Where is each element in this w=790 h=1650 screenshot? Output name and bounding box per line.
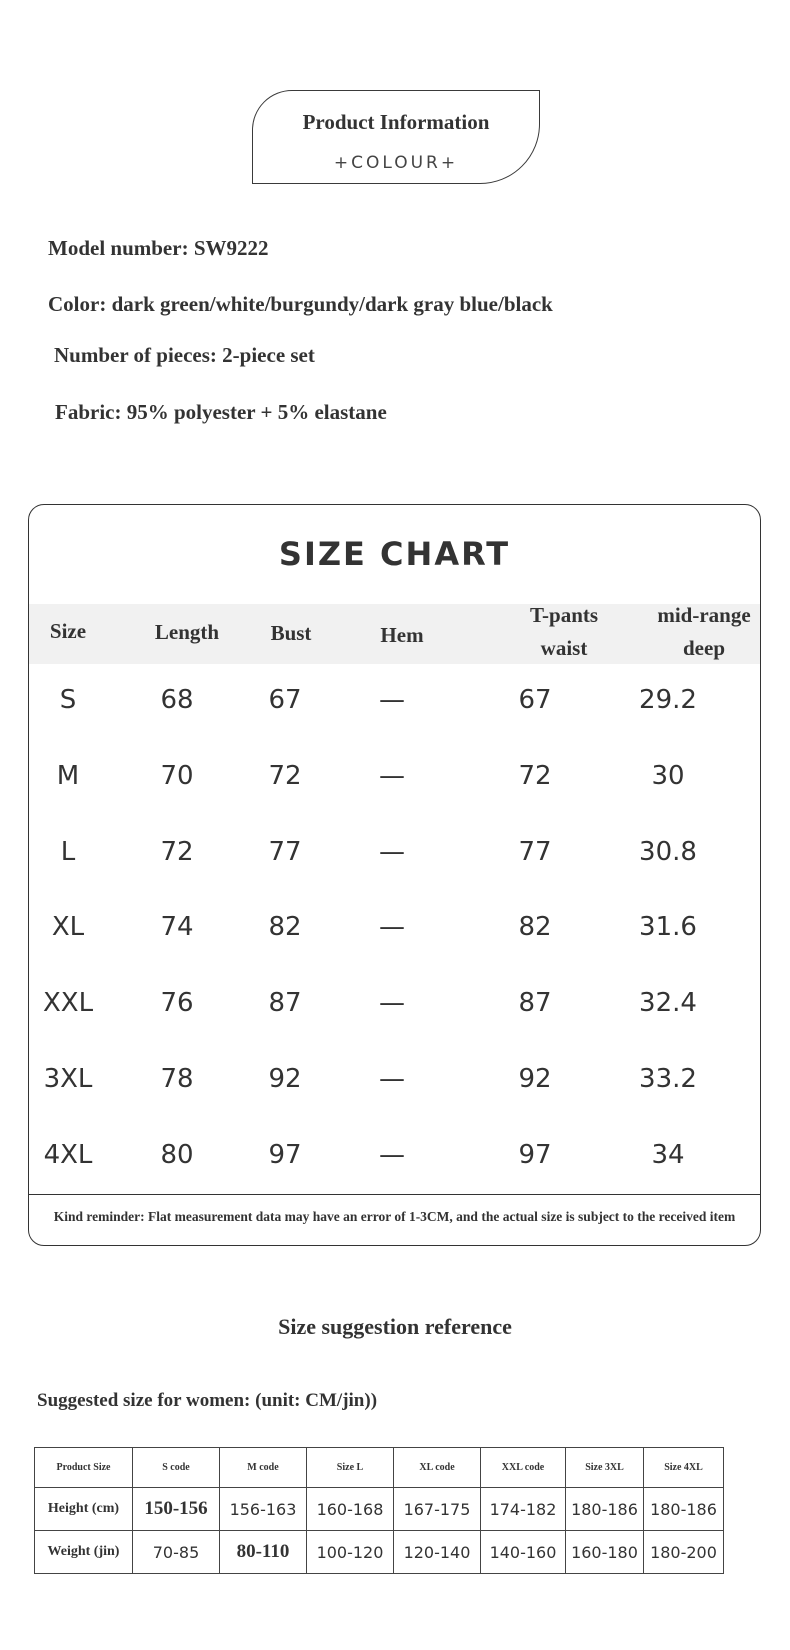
size-chart-cell-length: 74	[160, 912, 194, 943]
size-chart-cell-tpants-waist: 97	[518, 1139, 552, 1170]
ref-cell: 120-140	[394, 1531, 481, 1574]
size-chart-cell-bust: 82	[268, 912, 302, 943]
header-size: Size	[49, 619, 87, 643]
size-chart-cell-size: M	[56, 760, 80, 791]
size-chart-cell-midrange-deep: 34	[651, 1139, 685, 1170]
size-chart-cell-length: 70	[160, 760, 194, 791]
size-chart-cell-tpants-waist: 77	[518, 836, 552, 867]
ref-row-label: Height (cm)	[35, 1488, 133, 1531]
size-chart-cell-hem: —	[379, 912, 405, 943]
size-chart-cell-size: 3XL	[43, 1064, 93, 1094]
size-chart-cell-hem: —	[379, 1139, 405, 1170]
ref-cell: 180-186	[644, 1488, 724, 1531]
header-midrange-line: mid-range	[657, 603, 751, 627]
ref-cell: 160-180	[566, 1531, 644, 1574]
ref-cell: 180-200	[644, 1531, 724, 1574]
header-length: Length	[154, 620, 220, 644]
size-chart-title: SIZE CHART	[278, 535, 511, 573]
ref-cell: 160-168	[307, 1488, 394, 1531]
ref-cell: 150-156	[133, 1488, 220, 1531]
ref-cell: 180-186	[566, 1488, 644, 1531]
ref-cell: 100-120	[307, 1531, 394, 1574]
size-chart-card	[28, 504, 761, 1246]
reference-weight-row	[35, 1531, 724, 1574]
size-chart-cell-bust: 87	[268, 988, 302, 1019]
product-info-title: Product Information	[302, 110, 490, 134]
size-chart-cell-bust: 77	[268, 836, 302, 867]
size-chart-cell-size: L	[60, 836, 76, 867]
ref-header-cell: Size 4XL	[644, 1448, 724, 1488]
header-hem: Hem	[380, 623, 424, 647]
size-chart-cell-bust: 72	[268, 760, 302, 791]
color-list: Color: dark green/white/burgundy/dark gray blue/black	[48, 292, 553, 316]
size-chart-cell-length: 80	[160, 1139, 194, 1170]
size-chart-cell-hem: —	[379, 1064, 405, 1094]
size-chart-cell-tpants-waist: 67	[518, 685, 552, 715]
reference-height-row	[35, 1488, 724, 1531]
size-chart-cell-size: S	[59, 685, 77, 715]
ref-cell: 80-110	[220, 1531, 307, 1574]
ref-header-cell: S code	[133, 1448, 220, 1488]
size-chart-cell-size: XL	[51, 912, 85, 943]
header-tpants-line: T-pants	[529, 603, 599, 627]
size-chart-cell-hem: —	[379, 760, 405, 791]
header-deep-line: deep	[682, 636, 725, 660]
size-chart-cell-hem: —	[379, 685, 405, 715]
reminder-divider	[29, 1194, 760, 1195]
colour-subtitle: +COLOUR+	[333, 153, 459, 173]
ref-header-cell: Product Size	[35, 1448, 133, 1488]
kind-reminder: Kind reminder: Flat measurement data may have an error of 1-3CM, and the actual size is subject to the received item	[53, 1209, 736, 1224]
size-chart-cell-size: 4XL	[43, 1139, 93, 1170]
size-chart-cell-midrange-deep: 30	[651, 760, 685, 791]
size-chart-cell-midrange-deep: 32.4	[639, 988, 697, 1019]
ref-cell: 156-163	[220, 1488, 307, 1531]
ref-header-cell: XXL code	[481, 1448, 566, 1488]
size-chart-cell-length: 72	[160, 836, 194, 867]
size-chart-cell-midrange-deep: 31.6	[639, 912, 697, 943]
size-chart-cell-bust: 67	[268, 685, 302, 715]
header-bust: Bust	[270, 621, 312, 645]
size-chart-cell-midrange-deep: 29.2	[639, 685, 697, 715]
number-of-pieces: Number of pieces: 2-piece set	[54, 343, 315, 367]
ref-header-cell: M code	[220, 1448, 307, 1488]
size-reference-table	[34, 1447, 724, 1574]
size-chart-cell-length: 68	[160, 685, 194, 715]
ref-header-cell: Size 3XL	[566, 1448, 644, 1488]
size-chart-cell-midrange-deep: 30.8	[639, 836, 697, 867]
size-chart-cell-size: XXL	[42, 988, 94, 1019]
ref-header-cell: Size L	[307, 1448, 394, 1488]
size-chart-cell-bust: 97	[268, 1139, 302, 1170]
header-waist-line: waist	[540, 636, 588, 660]
size-suggestion-title: Size suggestion reference	[278, 1314, 512, 1339]
ref-header-cell: XL code	[394, 1448, 481, 1488]
size-chart-cell-tpants-waist: 92	[518, 1064, 552, 1094]
size-chart-cell-tpants-waist: 72	[518, 760, 552, 791]
fabric: Fabric: 95% polyester + 5% elastane	[55, 400, 387, 424]
header-midrange-deep	[657, 599, 750, 665]
size-chart-cell-bust: 92	[268, 1064, 302, 1094]
size-chart-cell-length: 76	[160, 988, 194, 1019]
ref-cell: 167-175	[394, 1488, 481, 1531]
size-chart-cell-tpants-waist: 82	[518, 912, 552, 943]
size-chart-cell-hem: —	[379, 836, 405, 867]
size-chart-cell-tpants-waist: 87	[518, 988, 552, 1019]
size-chart-cell-hem: —	[379, 988, 405, 1019]
header-tpants-waist	[530, 599, 598, 665]
model-number: Model number: SW9222	[48, 236, 269, 260]
size-chart-cell-midrange-deep: 33.2	[639, 1064, 697, 1094]
women-size-subtitle: Suggested size for women: (unit: CM/jin))	[37, 1390, 378, 1411]
product-info-badge	[252, 90, 540, 184]
reference-header-row	[35, 1448, 724, 1488]
size-chart-cell-length: 78	[160, 1064, 194, 1094]
ref-cell: 140-160	[481, 1531, 566, 1574]
ref-cell: 70-85	[133, 1531, 220, 1574]
ref-cell: 174-182	[481, 1488, 566, 1531]
ref-row-label: Weight (jin)	[35, 1531, 133, 1574]
